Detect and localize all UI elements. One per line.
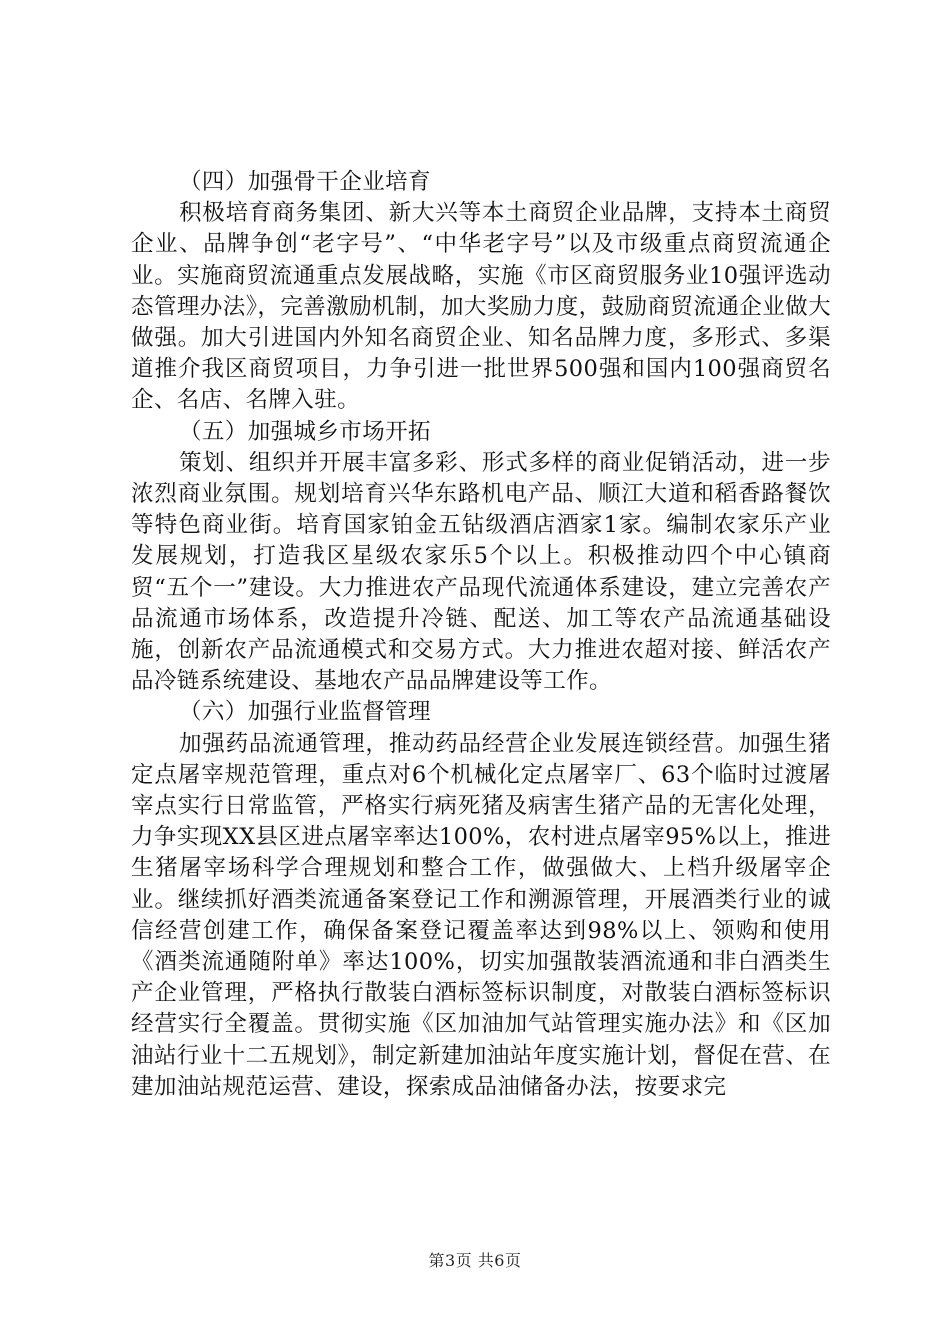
section-heading-5: （五）加强城乡市场开拓	[179, 418, 431, 445]
section-body-5: 策划、组织并开展丰富多彩、形式多样的商业促销活动，进一步浓烈商业氛围。规划培育兴华东路机电产品、顺江大道和稻香路餐饮等特色商业街。培育国家铂金五钻级酒店酒家1家。编制农家乐产业发展规划，打造我区星级农家乐5个以上。积极推动四个中心镇商贸“五个一”建设。大力推进农产品现代流通体系建设，建立完善农产品流通市场体系，改造提升冷链、配送、加工等农产品流通基础设施，创新农产品流通模式和交易方式。大力推进农超对接、鲜活农产品冷链系统建设、基地农产品品牌建设等工作。	[131, 449, 831, 695]
page-number-footer: 第3页 共6页	[428, 1251, 522, 1270]
document-page	[131, 167, 831, 1103]
section-heading-6: （六）加强行业监督管理	[179, 699, 431, 726]
section-body-6: 加强药品流通管理，推动药品经营企业发展连锁经营。加强生猪定点屠宰规范管理，重点对6个机械化定点屠宰厂、63个临时过渡屠宰点实行日常监管，严格实行病死猪及病害生猪产品的无害化处理，力争实现XX县区进点屠宰率达100%，农村进点屠宰95%以上，推进生猪屠宰场科学合理规划和整合工作，做强做大、上档升级屠宰企业。继续抓好酒类流通备案登记工作和溯源管理，开展酒类行业的诚信经营创建工作，确保备案登记覆盖率达到98%以上、领购和使用《酒类流通随附单》率达100%，切实加强散装酒流通和非白酒类生产企业管理，严格执行散装白酒标签标识制度，对散装白酒标签标识经营实行全覆盖。贯彻实施《区加油加气站管理实施办法》和《区加油站行业十二五规划》，制定新建加油站年度实施计划，督促在营、在建加油站规范运营、建设，探索成品油储备办法，按要求完	[131, 730, 831, 1100]
section-heading-4: （四）加强骨干企业培育	[179, 169, 431, 195]
section-body-4: 积极培育商务集团、新大兴等本土商贸企业品牌，支持本土商贸企业、品牌争创“老字号”、“中华老字号”以及市级重点商贸流通企业。实施商贸流通重点发展战略，实施《市区商贸服务业10强评选动态管理办法》，完善激励机制，加大奖励力度，鼓励商贸流通企业做大做强。加大引进国内外知名商贸企业、知名品牌力度，多形式、多渠道推介我区商贸项目，力争引进一批世界500强和国内100强商贸名企、名店、名牌入驻。	[131, 200, 831, 414]
